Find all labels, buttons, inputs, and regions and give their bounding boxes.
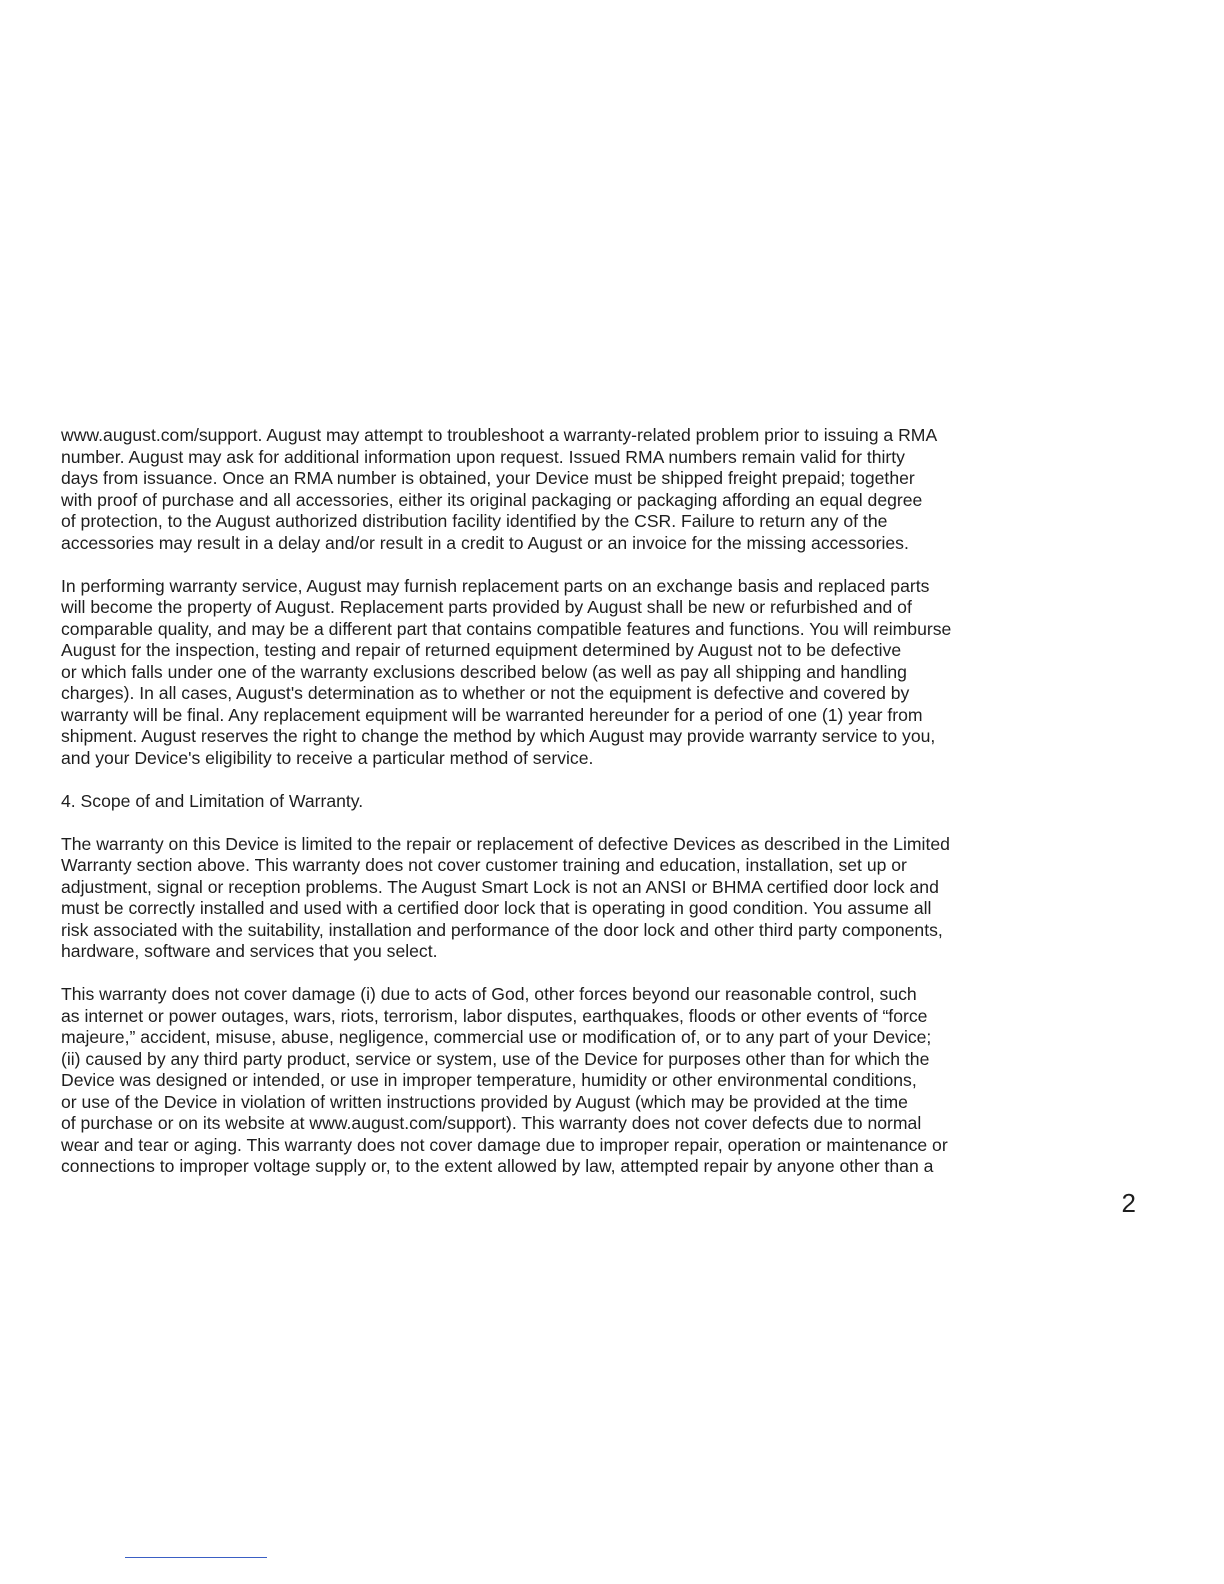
text-line: will become the property of August. Replacement parts provided by August shall be new or refurbished and of [61,597,912,617]
text-line: The warranty on this Device is limited to the repair or replacement of defective Devices as described in the Limited [61,833,950,854]
paragraph-gap [61,812,1151,834]
paragraph-gap [61,554,1151,576]
text-line: wear and tear or aging. This warranty does not cover damage due to improper repair, operation or maintenance or [61,1134,948,1155]
text-line: warranty will be final. Any replacement equipment will be warranted hereunder for a period of one (1) year from [61,704,923,725]
text-line: with proof of purchase and all accessories, either its original packaging or packaging affording an equal degree [61,489,923,510]
text-line: must be correctly installed and used with a certified door lock that is operating in good condition. You assume all [61,898,932,918]
text-line: charges). In all cases, August's determination as to whether or not the equipment is defective and covered by [61,683,910,703]
text-line: www.august.com/support. August may attempt to troubleshoot a warranty-related problem prior to issuing a RMA [61,425,938,445]
text-line: August for the inspection, testing and repair of returned equipment determined by August not to be defective [61,640,902,660]
text-line: majeure,” accident, misuse, abuse, negligence, commercial use or modification of, or to any part of your Device; [61,1027,932,1047]
text-line: of protection, to the August authorized distribution facility identified by the CSR. Failure to return any of the [61,511,888,531]
text-line: accessories may result in a delay and/or result in a credit to August or an invoice for the missing accessories. [61,532,909,553]
warranty-service-paragraph [61,576,1151,770]
warranty-text-body [61,425,1151,1178]
text-line: number. August may ask for additional information upon request. Issued RMA numbers remain valid for thirty [61,446,905,467]
footer-rule [125,1557,267,1558]
text-line: or which falls under one of the warranty exclusions described below (as well as pay all shipping and handling [61,661,907,682]
page-number: 2 [1121,1188,1136,1218]
text-line: connections to improper voltage supply or, to the extent allowed by law, attempted repair by anyone other than a [61,1156,934,1176]
text-line: days from issuance. Once an RMA number is obtained, your Device must be shipped freight prepaid; together [61,468,915,488]
text-line: as internet or power outages, wars, riots, terrorism, labor disputes, earthquakes, floods or other events of “force [61,1005,928,1026]
text-line: or use of the Device in violation of written instructions provided by August (which may be provided at the time [61,1091,908,1112]
section-heading-text: 4. Scope of and Limitation of Warranty. [61,790,364,811]
warranty-exclusions-paragraph [61,984,1151,1178]
text-line: This warranty does not cover damage (i) due to acts of God, other forces beyond our reasonable control, such [61,984,917,1004]
rma-paragraph [61,425,1151,554]
text-line: of purchase or on its website at www.august.com/support). This warranty does not cover defects due to normal [61,1113,922,1133]
text-line: adjustment, signal or reception problems. The August Smart Lock is not an ANSI or BHMA certified door lock and [61,876,939,897]
text-line: and your Device's eligibility to receive a particular method of service. [61,747,594,768]
text-line: In performing warranty service, August may furnish replacement parts on an exchange basis and replaced parts [61,575,930,596]
paragraph-gap [61,963,1151,985]
paragraph-gap [61,769,1151,791]
text-line: Warranty section above. This warranty does not cover customer training and education, installation, set up or [61,855,907,875]
text-line: comparable quality, and may be a different part that contains compatible features and functions. You will reimburse [61,618,952,639]
text-line: risk associated with the suitability, installation and performance of the door lock and other third party components, [61,919,943,940]
section-heading [61,791,1151,813]
warranty-scope-paragraph [61,834,1151,963]
text-line: (ii) caused by any third party product, service or system, use of the Device for purposes other than for which the [61,1048,930,1069]
text-line: hardware, software and services that you select. [61,941,438,961]
text-line: Device was designed or intended, or use in improper temperature, humidity or other environmental conditions, [61,1070,917,1090]
text-line: shipment. August reserves the right to change the method by which August may provide warranty service to you, [61,726,936,746]
